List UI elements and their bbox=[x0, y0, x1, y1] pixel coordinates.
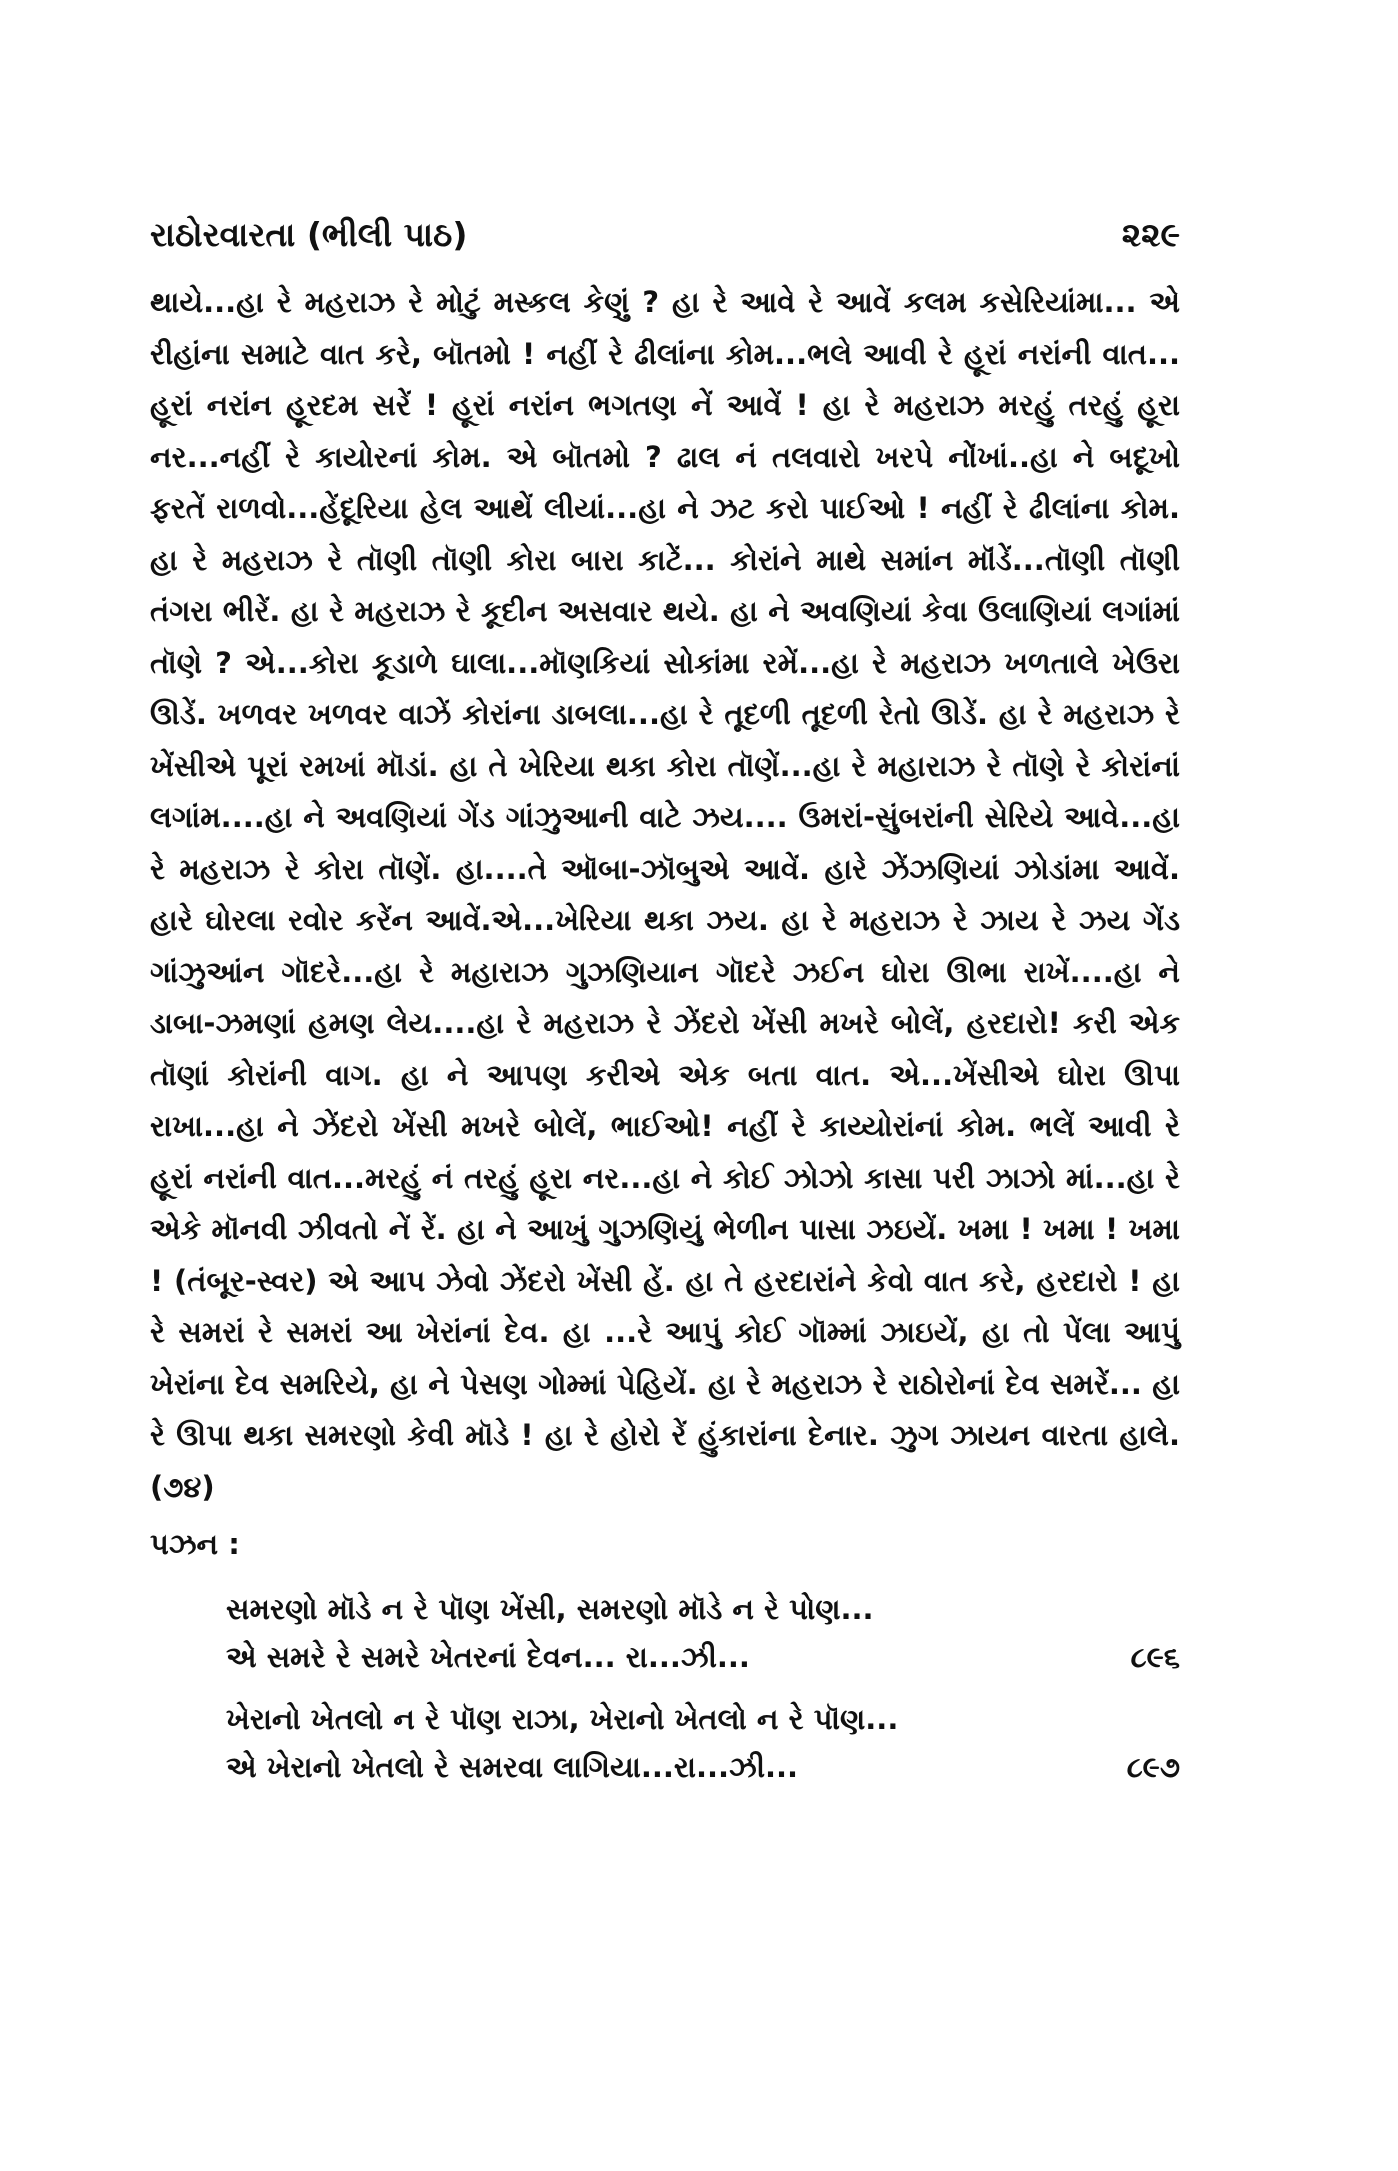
running-header bbox=[150, 215, 1180, 255]
verse-number: ૮૯૭ bbox=[1126, 1749, 1180, 1784]
verse-stanza-1 bbox=[226, 1585, 1180, 1681]
section-label: પઝન : bbox=[150, 1527, 240, 1561]
verse-number bbox=[1070, 1585, 1180, 1633]
verse-number bbox=[1070, 1695, 1180, 1743]
verse-number: ૮૯૬ bbox=[1130, 1639, 1180, 1674]
verse-text: સમરણો મૉડે ન રે પૉણ ખેંસી, સમરણો મૉડે ન રે પોણ... bbox=[226, 1591, 874, 1626]
chapter-title: રાઠોરવારતા (ભીલી પાઠ) bbox=[150, 215, 468, 254]
verse-text: એ ખેરાનો ખેતલો રે સમરવા લાગિયા...રા...ઝી... bbox=[226, 1749, 799, 1784]
verse-stanza-2 bbox=[226, 1695, 1180, 1791]
body-paragraph: થાયે...હા રે મહરાઝ રે મોટું મસ્કલ કેણું ? હા રે આવે રે આવેં કલમ કસેરિયાંમા... એ રીહાંના સમાટે વાત કરે, બૉતમો ! નહીં રે ઢીલાંના કોમ...ભલે આવી રે હૂરાં નરાંની વાત... હૂરાં નરાંન હૂરદમ સરેં ! હૂરાં નરાંન ભગતણ નેં આવેં ! હા રે મહરાઝ મરહું તરહું હૂરા નર...નહીં રે કાયોરનાં કોમ. એ બૉતમો ? ઢાલ નં તલવારો ખરપે નોંખાં..હા ને બદૂખો ફરતેં રાળવો...હેંદૂરિયા હેલ આથેં લીયાં...હા ને ઝટ કરો પાઈઓ ! નહીં રે ઢીલાંના કોમ. હા રે મહરાઝ રે તૉણી તૉણી કોરા બારા કાટેં... કોરાંને માથે સમાંન મૉંડેં...તૉણી તૉણી તંગરા ભીરેં. હા રે મહરાઝ રે કૂદીન અસવાર થયે. હા ને અવણિયાં કેવા ઉલાણિયાં લગાંમાં તૉણે ? એ...કોરા કૂડાળે ઘાલા...મૉણકિયાં સોકાંમા રમેં...હા રે મહરાઝ ખળતાલે ખેઉરા ઊડેં. ખળવર ખળવર વાઝેં કોરાંના ડાબલા...હા રે તૂદળી તૂદળી રેતો ઊડેં. હા રે મહરાઝ રે ખેંસીએ પૂરાં રમખાં મૉડાં. હા તે ખેરિયા થકા કોરા તૉણેં...હા રે મહારાઝ રે તૉણે રે કોરાંનાં લગાંમ....હા ને અવણિયાં ગેંડ ગાંઝુઆની વાટે ઝય.... ઉમરાં-સુંબરાંની સેરિયે આવે...હા રે મહરાઝ રે કોરા તૉણેં. હા....તે ઑબા-ઝૉબુએ આવેં. હારે ઝેંઝણિયાં ઝોડાંમા આવેં. હારે ઘોરલા રવોર કરેંન આવેં.એ...ખેરિયા થકા ઝય. હા રે મહરાઝ રે ઝાય રે ઝય ગેંડ ગાંઝુઆંન ગૉદરે...હા રે મહારાઝ ગુઝણિયાન ગૉદરે ઝઈન ઘોરા ઊભા રાખેં....હા ને ડાબા-ઝમણાં હમણ લેય....હા રે મહરાઝ રે ઝેંદરો ખેંસી મખરે બોલેં, હરદારો! કરી એક તૉણાં કોરાંની વાગ. હા ને આપણ કરીએ એક બતા વાત. એ...ખેંસીએ ઘોરા ઊપા રાખા...હા ને ઝેંદરો ખેંસી મખરે બોલેં, ભાઈઓ! નહીં રે કાય્યોરાંનાં કોમ. ભલેં આવી રે હૂરાં નરાંની વાત...મરહું નં તરહું હૂરા નર...હા ને કોઈ ઝોઝો કાસા પરી ઝાઝો માં...હા રે એકે મૉનવી ઝીવતો નેં રેં. હા ને આખું ગુઝણિયું ભેળીન પાસા ઝઇયેં. ખમા ! ખમા ! ખમા ! (તંબૂર-સ્વર) એ આપ ઝેવો ઝેંદરો ખેંસી હેં. હા તે હરદારાંને કેવો વાત કરે, હરદારો ! હા રે સમરાં રે સમરાં આ ખેરાંનાં દેવ. હા ...રે આપું કોઈ ગૉમ્માં ઝાઇયેં, હા તો પેંલા આપું ખેરાંના દેવ સમરિયે, હા ને પેસણ ગોમ્માં પેહિયેં. હા રે મહરાઝ રે રાઠોરોનાં દેવ સમરેં... હા રે ઊપા થકા સમરણો કેવી મૉડે ! હા રે હોરો રેં હુંકારાંના દેનાર. ઝુગ ઝાયન વારતા હાલે. (૭૪) bbox=[150, 285, 1180, 1504]
verse-text: એ સમરે રે સમરે ખેતરનાં દેવન... રા...ઝી... bbox=[226, 1639, 750, 1674]
verse-block bbox=[226, 1585, 1180, 1791]
verse-line bbox=[226, 1743, 1180, 1791]
book-page bbox=[150, 215, 1180, 1805]
verse-line bbox=[226, 1633, 1180, 1681]
verse-text: ખેરાનો ખેતલો ન રે પૉણ રાઝા, ખેરાનો ખેતલો ન રે પૉણ... bbox=[226, 1701, 899, 1736]
verse-line bbox=[226, 1695, 1180, 1743]
page-number: ૨૨૯ bbox=[1121, 215, 1180, 254]
verse-line bbox=[226, 1585, 1180, 1633]
